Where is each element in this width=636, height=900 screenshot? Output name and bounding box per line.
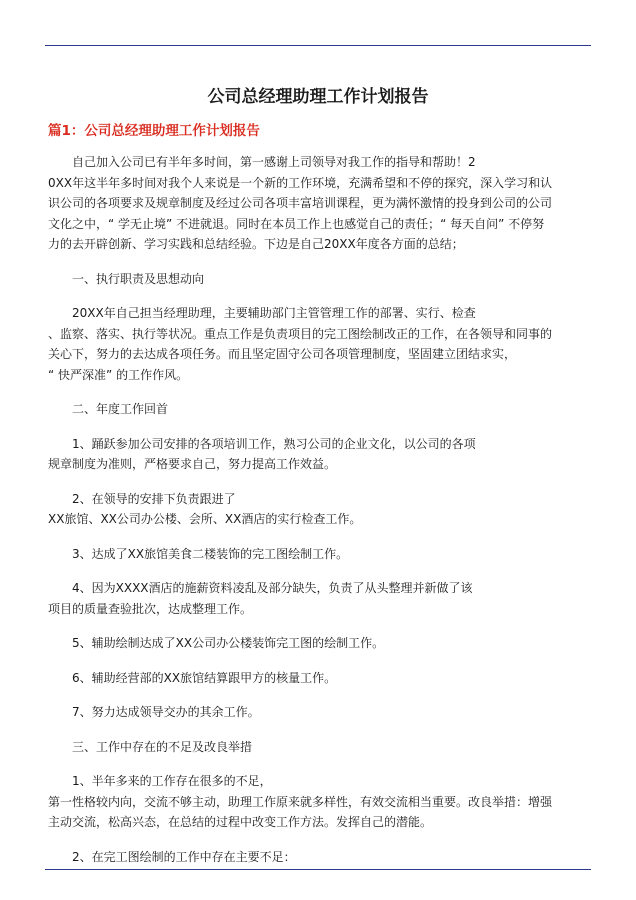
paragraph-line: 20XX年自己担当经理助理，主要辅助部门主管管理工作的部署、实行、检查 xyxy=(72,306,476,320)
paragraph-line: 1、半年多来的工作存在很多的不足， xyxy=(72,774,272,788)
paragraph xyxy=(48,152,596,255)
paragraph xyxy=(48,702,596,723)
paragraph xyxy=(48,737,596,758)
paragraph-line: 2、在领导的安排下负责跟进了 xyxy=(72,491,236,506)
paragraph-line: 文化之中，“ 学无止境” 不进就退。同时在本员工作上也感觉自己的责任；“ 每天自问” 不停努 xyxy=(48,216,545,231)
paragraph-line: 0XX年这半年多时间对我个人来说是一个新的工作环境，充满希望和不停的探究，深入学习和认 xyxy=(48,175,553,190)
paragraph xyxy=(48,399,596,420)
paragraph-line: XX旅馆、XX公司办公楼、会所、XX酒店的实行检查工作。 xyxy=(48,512,362,526)
paragraph-line: 一、执行职责及思想动向 xyxy=(72,271,205,286)
paragraph-line: 5、辅助绘制达成了XX公司办公楼装饰完工图的绘制工作。 xyxy=(72,636,385,650)
paragraph-line: 4、因为XXXX酒店的施薪资料凌乱及部分缺失，负责了从头整理并新做了该 xyxy=(72,581,473,595)
paragraph-line: 项目的质量查验批次，达成整理工作。 xyxy=(48,601,253,616)
paragraph-line: 二、年度工作回首 xyxy=(72,402,169,416)
paragraph xyxy=(48,633,596,654)
paragraph-line: 6、辅助经营部的XX旅馆结算跟甲方的核量工作。 xyxy=(72,670,337,685)
paragraph-line: “ 快严深准” 的工作作风。 xyxy=(48,367,189,382)
paragraph xyxy=(48,434,596,475)
paragraph xyxy=(48,544,596,565)
paragraph-line: 、监察、落实、执行等状况。重点工作是负责项目的完工图绘制改正的工作，在各领导和同事的 xyxy=(48,326,553,341)
paragraph-line: 三、工作中存在的不足及改良举措 xyxy=(72,739,253,754)
paragraph xyxy=(48,578,596,619)
paragraph-line: 1、踊跃参加公司安排的各项培训工作，熟习公司的企业文化，以公司的各项 xyxy=(72,436,476,451)
paragraph-line: 规章制度为准则，严格要求自己，努力提高工作效益。 xyxy=(48,457,337,471)
footer-rule xyxy=(45,869,591,870)
document-body xyxy=(48,152,596,881)
paragraph-line: 3、达成了XX旅馆美食二楼装饰的完工图绘制工作。 xyxy=(72,546,349,561)
document-title: 公司总经理助理工作计划报告 xyxy=(207,87,429,107)
paragraph-line: 自己加入公司已有半年多时间，第一感谢上司领导对我工作的指导和帮助！2 xyxy=(72,155,476,169)
header-rule xyxy=(45,45,591,46)
paragraph-line: 第一性格较内向，交流不够主动，助理工作原来就多样性，有效交流相当重要。改良举措：增强 xyxy=(48,794,553,809)
paragraph xyxy=(48,668,596,689)
paragraph-line: 7、努力达成领导交办的其余工作。 xyxy=(72,705,260,719)
paragraph-line: 关心下，努力的去达成各项任务。而且坚定固守公司各项管理制度，坚固建立团结求实， xyxy=(48,347,517,361)
paragraph-line: 力的去开辟创新、学习实践和总结经验。下边是自己20XX年度各方面的总结； xyxy=(48,237,464,251)
paragraph xyxy=(48,771,596,833)
paragraph xyxy=(48,489,596,530)
paragraph xyxy=(48,847,596,868)
document-subtitle: 篇1：公司总经理助理工作计划报告 xyxy=(48,123,260,139)
paragraph-line: 主动交流，松高兴态，在总结的过程中改变工作方法。发挥自己的潜能。 xyxy=(48,815,433,829)
paragraph xyxy=(48,303,596,385)
paragraph xyxy=(48,269,596,290)
paragraph-line: 2、在完工图绘制的工作中存在主要不足： xyxy=(72,849,296,864)
paragraph-line: 识公司的各项要求及规章制度及经过公司各项丰富培训课程，更为满怀激情的投身到公司的公司 xyxy=(48,196,553,210)
